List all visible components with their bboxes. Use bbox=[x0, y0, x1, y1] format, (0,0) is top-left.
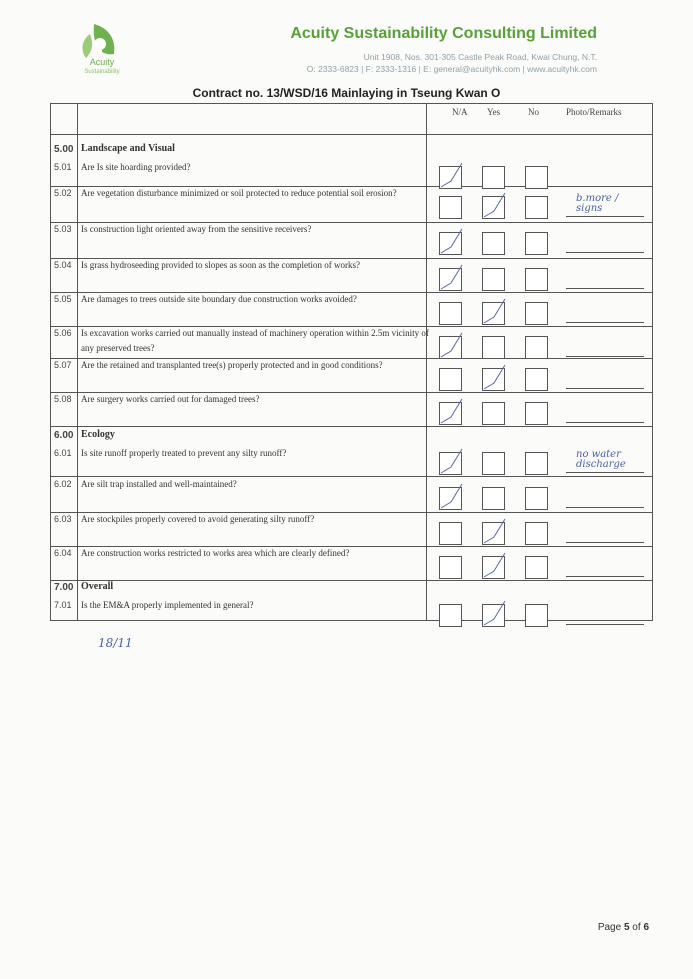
checkbox-na[interactable] bbox=[439, 368, 462, 391]
item-number: 5.03 bbox=[54, 224, 72, 234]
checkbox-na[interactable] bbox=[439, 556, 462, 579]
item-question: Are damages to trees outside site boundary due construction works avoided? bbox=[81, 294, 357, 304]
checkmark-icon bbox=[438, 447, 464, 477]
checkbox-yes[interactable] bbox=[482, 368, 505, 391]
checkbox-yes[interactable] bbox=[482, 166, 505, 189]
remark-line bbox=[566, 624, 644, 625]
item-question-cont: any preserved trees? bbox=[81, 343, 155, 353]
checkmark-icon bbox=[481, 191, 507, 221]
item-number: 5.06 bbox=[54, 328, 72, 338]
item-question: Are stockpiles properly covered to avoid generating silty runoff? bbox=[81, 514, 315, 524]
checklist-table bbox=[50, 103, 653, 621]
checkbox-no[interactable] bbox=[525, 302, 548, 325]
checkbox-na[interactable] bbox=[439, 522, 462, 545]
checkmark-icon bbox=[438, 161, 464, 191]
checkmark-icon bbox=[438, 397, 464, 427]
checkbox-no[interactable] bbox=[525, 232, 548, 255]
section-title: Landscape and Visual bbox=[81, 143, 175, 154]
item-number: 6.03 bbox=[54, 514, 72, 524]
col-divider bbox=[426, 104, 427, 620]
checkbox-na[interactable] bbox=[439, 336, 462, 359]
page-sep: of bbox=[629, 922, 644, 933]
checkbox-no[interactable] bbox=[525, 166, 548, 189]
checkbox-na[interactable] bbox=[439, 487, 462, 510]
item-number: 5.07 bbox=[54, 360, 72, 370]
remark-handwriting: b.more / signs bbox=[576, 193, 619, 214]
remark-line bbox=[566, 472, 644, 473]
checkbox-yes[interactable] bbox=[482, 302, 505, 325]
item-number: 6.01 bbox=[54, 448, 72, 458]
item-question: Is construction light oriented away from the sensitive receivers? bbox=[81, 224, 312, 234]
section-number: 5.00 bbox=[54, 144, 74, 155]
remark-line bbox=[566, 322, 644, 323]
checkbox-na[interactable] bbox=[439, 166, 462, 189]
remark-handwriting: no water discharge bbox=[576, 449, 626, 470]
checkmark-icon bbox=[481, 551, 507, 581]
item-number: 5.01 bbox=[54, 162, 72, 172]
checkbox-yes[interactable] bbox=[482, 402, 505, 425]
company-address: Unit 1908, Nos. 301-305 Castle Peak Road, Kwai Chung, N.T. bbox=[363, 52, 597, 62]
checkbox-no[interactable] bbox=[525, 604, 548, 627]
col-divider bbox=[77, 104, 78, 620]
remark-line bbox=[566, 288, 644, 289]
company-name: Acuity Sustainability Consulting Limited bbox=[290, 25, 597, 42]
col-header-yes: Yes bbox=[487, 107, 501, 117]
col-header-remarks: Photo/Remarks bbox=[566, 107, 622, 117]
item-question: Is site runoff properly treated to prevent any silty runoff? bbox=[81, 448, 287, 458]
checkmark-icon bbox=[481, 363, 507, 393]
checkmark-icon bbox=[481, 599, 507, 629]
item-number: 5.05 bbox=[54, 294, 72, 304]
remark-line bbox=[566, 216, 644, 217]
item-number: 5.02 bbox=[54, 188, 72, 198]
checkbox-yes[interactable] bbox=[482, 487, 505, 510]
checkmark-icon bbox=[438, 263, 464, 293]
checkmark-icon bbox=[438, 227, 464, 257]
section-title: Ecology bbox=[81, 429, 115, 440]
item-number: 5.08 bbox=[54, 394, 72, 404]
checkbox-yes[interactable] bbox=[482, 268, 505, 291]
checkbox-na[interactable] bbox=[439, 604, 462, 627]
checkbox-no[interactable] bbox=[525, 336, 548, 359]
item-question: Is excavation works carried out manually instead of machinery operation within 2.5m vicinity of bbox=[81, 328, 429, 338]
checkbox-no[interactable] bbox=[525, 402, 548, 425]
section-title: Overall bbox=[81, 581, 114, 592]
item-question: Are Is site hoarding provided? bbox=[81, 162, 191, 172]
checkbox-yes[interactable] bbox=[482, 556, 505, 579]
item-number: 6.04 bbox=[54, 548, 72, 558]
remark-line bbox=[566, 542, 644, 543]
item-number: 6.02 bbox=[54, 479, 72, 489]
remark-line bbox=[566, 252, 644, 253]
checkbox-yes[interactable] bbox=[482, 604, 505, 627]
checkmark-icon bbox=[481, 517, 507, 547]
item-question: Are the retained and transplanted tree(s) properly protected and in good conditions? bbox=[81, 360, 383, 370]
remark-line bbox=[566, 576, 644, 577]
remark-line bbox=[566, 186, 644, 187]
checkmark-icon bbox=[438, 482, 464, 512]
checkbox-na[interactable] bbox=[439, 196, 462, 219]
checkbox-no[interactable] bbox=[525, 268, 548, 291]
checkbox-no[interactable] bbox=[525, 522, 548, 545]
checkbox-no[interactable] bbox=[525, 196, 548, 219]
item-question: Is the EM&A properly implemented in general? bbox=[81, 600, 254, 610]
item-question: Are surgery works carried out for damaged trees? bbox=[81, 394, 260, 404]
item-number: 5.04 bbox=[54, 260, 72, 270]
checkbox-na[interactable] bbox=[439, 268, 462, 291]
checkbox-no[interactable] bbox=[525, 368, 548, 391]
item-number: 7.01 bbox=[54, 600, 72, 610]
page-prefix: Page bbox=[597, 922, 624, 933]
remark-line bbox=[566, 388, 644, 389]
company-contact: O: 2333-6823 | F: 2333-1316 | E: general@acuityhk.com | www.acuityhk.com bbox=[306, 64, 597, 74]
checkbox-yes[interactable] bbox=[482, 196, 505, 219]
col-header-no: No bbox=[528, 107, 539, 117]
page-number bbox=[598, 922, 649, 933]
item-question: Are construction works restricted to works area which are clearly defined? bbox=[81, 548, 350, 558]
item-question: Is grass hydroseeding provided to slopes as soon as the completion of works? bbox=[81, 260, 360, 270]
remark-line bbox=[566, 507, 644, 508]
remark-line bbox=[566, 422, 644, 423]
page-current: 5 bbox=[623, 922, 630, 933]
col-header-na: N/A bbox=[452, 107, 468, 117]
item-question: Are silt trap installed and well-maintained? bbox=[81, 479, 237, 489]
checkbox-na[interactable] bbox=[439, 232, 462, 255]
checkmark-icon bbox=[481, 297, 507, 327]
contract-title: Contract no. 13/WSD/16 Mainlaying in Tseung Kwan O bbox=[192, 86, 501, 100]
section-number: 6.00 bbox=[54, 430, 74, 441]
page-total: 6 bbox=[643, 922, 649, 933]
checkbox-no[interactable] bbox=[525, 556, 548, 579]
section-number: 7.00 bbox=[54, 582, 74, 593]
checkbox-no[interactable] bbox=[525, 487, 548, 510]
checkbox-yes[interactable] bbox=[482, 452, 505, 475]
checkbox-na[interactable] bbox=[439, 302, 462, 325]
item-question: Are vegetation disturbance minimized or soil protected to reduce potential soil erosion? bbox=[81, 188, 397, 198]
checkbox-yes[interactable] bbox=[482, 232, 505, 255]
checkmark-icon bbox=[438, 331, 464, 361]
checkbox-na[interactable] bbox=[439, 402, 462, 425]
checkbox-yes[interactable] bbox=[482, 336, 505, 359]
logo-subtext: Sustainability bbox=[84, 69, 120, 75]
checkbox-no[interactable] bbox=[525, 452, 548, 475]
checkbox-na[interactable] bbox=[439, 452, 462, 475]
checkbox-yes[interactable] bbox=[482, 522, 505, 545]
logo-text: Acuity bbox=[89, 57, 115, 67]
header-divider bbox=[51, 134, 652, 135]
handwritten-date: 18/11 bbox=[98, 636, 133, 650]
remark-line bbox=[566, 356, 644, 357]
